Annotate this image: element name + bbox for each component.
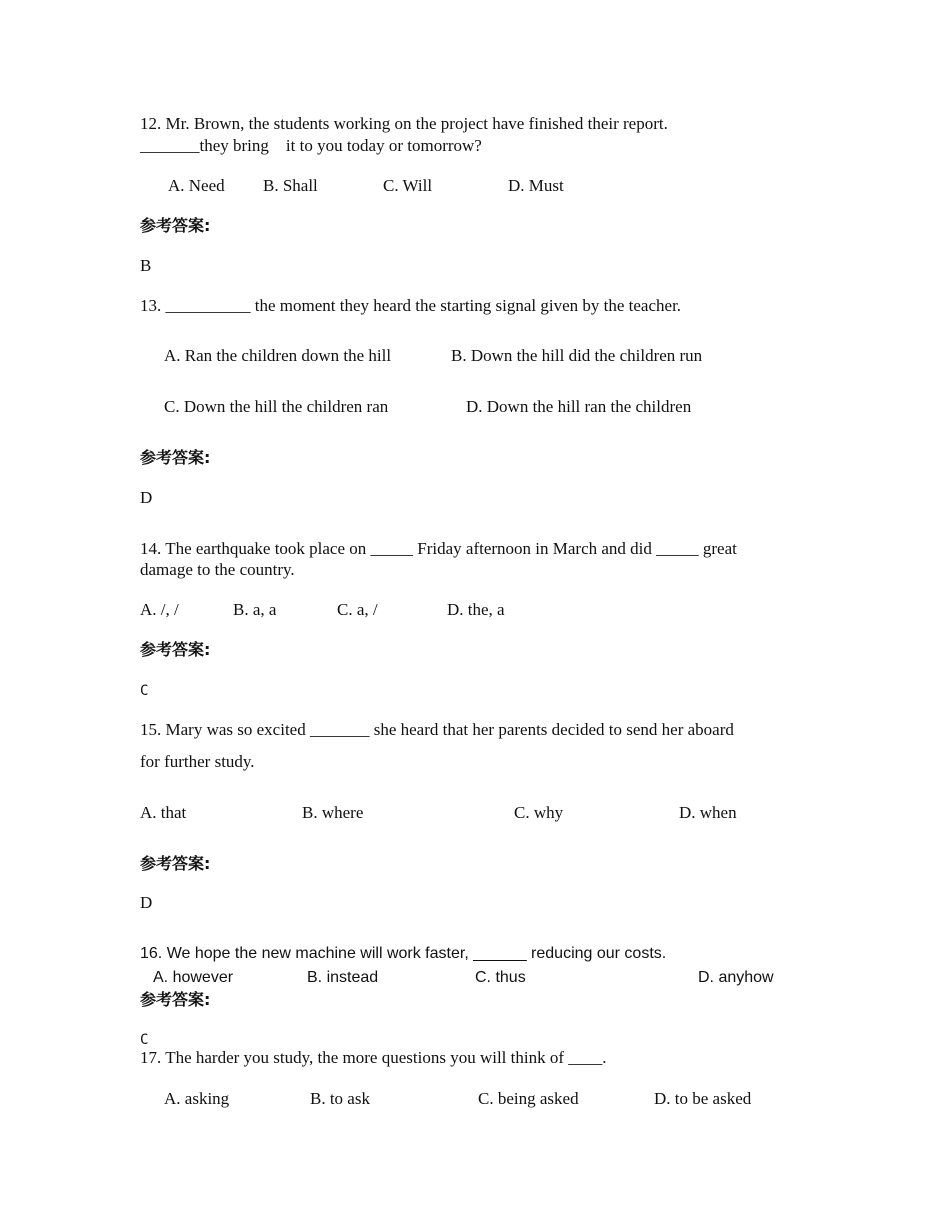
question-text-line: 15. Mary was so excited _______ she heard that her parents decided to send her aboard (140, 720, 734, 739)
option-d: D. the, a (447, 600, 505, 619)
question-text-line: 13. __________ the moment they heard the starting signal given by the teacher. (140, 296, 682, 315)
answer-label: 参考答案: (140, 854, 211, 873)
option-a: A. asking (164, 1089, 230, 1108)
option-d: D. Down the hill ran the children (466, 397, 692, 416)
answer-label: 参考答案: (140, 216, 211, 235)
question-text-line: 14. The earthquake took place on _____ Friday afternoon in March and did _____ great (140, 539, 737, 558)
answer-label: 参考答案: (140, 448, 211, 467)
option-a: A. that (140, 803, 187, 822)
option-b: B. Shall (263, 176, 318, 195)
question-text-line: _______they bring it to you today or tomorrow? (140, 136, 482, 155)
option-d: D. Must (508, 176, 564, 195)
option-a: A. Need (168, 176, 225, 195)
question-text-line: 12. Mr. Brown, the students working on the project have finished their report. (140, 114, 668, 133)
option-c: C. Down the hill the children ran (164, 397, 389, 416)
answer-value: C (140, 683, 149, 699)
option-c: C. a, / (337, 600, 378, 619)
option-c: C. thus (475, 969, 526, 986)
answer-value: B (140, 256, 152, 275)
question-text-line: 16. We hope the new machine will work faster, ______ reducing our costs. (140, 945, 667, 962)
answer-value: D (140, 488, 153, 507)
option-b: B. Down the hill did the children run (451, 346, 703, 365)
option-a: A. /, / (140, 600, 179, 619)
option-c: C. being asked (478, 1089, 579, 1108)
option-a: A. Ran the children down the hill (164, 346, 392, 365)
option-b: B. where (302, 803, 364, 822)
question-text-line: for further study. (140, 752, 255, 771)
option-c: C. why (514, 803, 564, 822)
option-d: D. to be asked (654, 1089, 752, 1108)
option-d: D. when (679, 803, 737, 822)
answer-value: D (140, 893, 153, 912)
option-b: B. a, a (233, 600, 277, 619)
question-text-line: damage to the country. (140, 560, 295, 579)
option-b: B. instead (307, 969, 379, 986)
answer-label: 参考答案: (140, 640, 211, 659)
option-a: A. however (153, 969, 234, 986)
question-text-line: 17. The harder you study, the more questions you will think of ____. (140, 1048, 607, 1067)
option-b: B. to ask (310, 1089, 370, 1108)
answer-label: 参考答案: (140, 990, 211, 1009)
option-d: D. anyhow (698, 969, 774, 986)
answer-value: C (140, 1032, 149, 1048)
option-c: C. Will (383, 176, 433, 195)
